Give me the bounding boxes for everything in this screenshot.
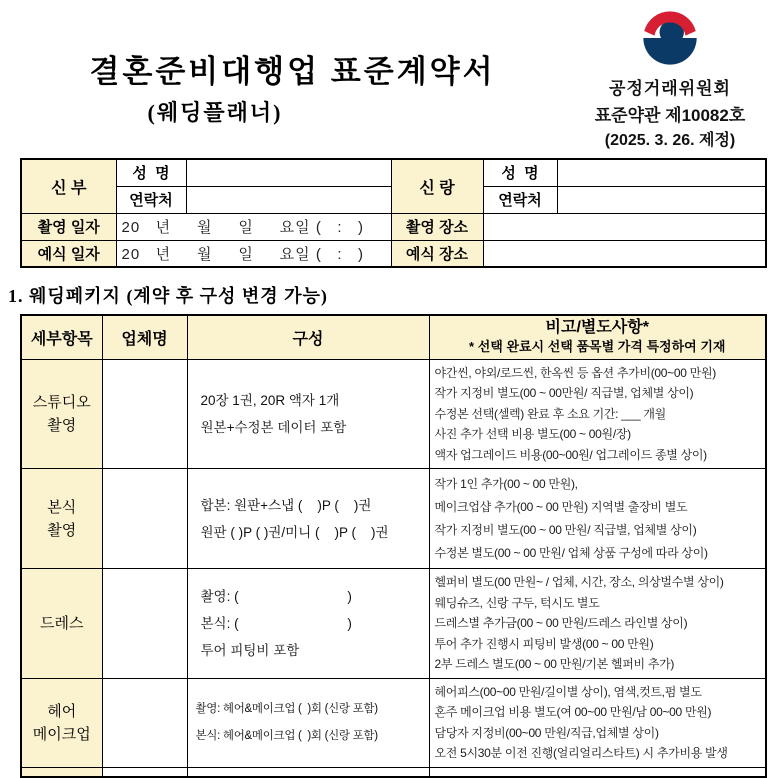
package-item-cell: [21, 469, 102, 569]
package-notes-cell: [429, 359, 766, 469]
note-line: 헬퍼비 별도(00 만원~ / 업체, 시간, 장소, 의상벌수별 상이): [434, 575, 724, 589]
package-item-line: 본식: [47, 498, 77, 516]
package-notes-cell: [429, 569, 766, 679]
page-title: 결혼준비대행업 표준계약서: [89, 54, 496, 89]
note-line: 헤어피스(00~00 만원/길이별 상이), 염색,컷트,펌 별도: [434, 684, 702, 699]
composition-line: 합본: 원판+스냅 ( )P ( )권: [200, 497, 372, 513]
col-header-item: 세부항목: [21, 315, 102, 359]
package-company-cell: [102, 678, 187, 767]
party-info-table: [20, 158, 767, 268]
standard-terms-number: 표준약관 제10082호: [594, 106, 746, 125]
wedding-date-field: 20 년 월 일 요일 ( : ): [116, 240, 391, 267]
package-item-line: 헤어: [47, 702, 77, 720]
note-line: 야간씬, 야외/로드씬, 한옥씬 등 옵션 추가비(00~00 만원): [434, 365, 716, 380]
table-row: [21, 213, 766, 240]
note-line: 사진 추가 선택 비용 별도(00 ~ 00원/장): [434, 427, 631, 441]
package-item-cell: [21, 569, 102, 679]
note-line: 수정본 선택(셀렉) 완료 후 소요 기간: ___ 개월: [434, 406, 666, 421]
package-cell-partial: [102, 767, 187, 777]
groom-contact-label: 연락처: [483, 186, 557, 213]
note-line: 웨딩슈즈, 신랑 구두, 턱시도 별도: [434, 595, 600, 610]
wedding-place-label: 예식 장소: [391, 240, 483, 267]
composition-line: 원본+수정본 데이터 포함: [200, 419, 347, 435]
issuer-name: 공정거래위원회: [609, 79, 731, 98]
note-line: 작가 1인 추가(00 ~ 00 만원),: [434, 476, 578, 491]
package-header-row: [21, 315, 766, 359]
package-item-line: 스튜디오: [32, 393, 91, 411]
bride-label: 신 부: [21, 159, 116, 213]
groom-contact-field: [557, 186, 766, 213]
col-header-company: 업체명: [102, 315, 187, 359]
package-composition-cell: [187, 569, 429, 679]
note-line: 혼주 메이크업 비용 별도(여 00~00 만원/남 00~00 만원): [434, 705, 712, 719]
note-line: 수정본 별도(00 ~ 00 만원/ 업체 상품 구성에 따라 상이): [434, 545, 708, 560]
government-taegeuk-logo-icon: [641, 9, 699, 67]
package-company-cell: [102, 359, 187, 469]
groom-label: 신 랑: [391, 159, 483, 213]
package-row: [21, 469, 766, 569]
note-line: 오전 5시30분 이전 진행(얼리얼리스타트) 시 추가비용 발생: [434, 746, 728, 760]
shoot-place-label: 촬영 장소: [391, 213, 483, 240]
note-line: 작가 지정비 별도(00 ~ 00 만원/ 직급별, 업체별 상이): [434, 522, 697, 537]
package-company-cell: [102, 569, 187, 679]
bride-contact-label: 연락처: [116, 186, 186, 213]
package-notes-cell: [429, 469, 766, 569]
package-company-cell: [102, 469, 187, 569]
notes-header-title: 비고/별도사항*: [545, 319, 649, 337]
composition-line: 투어 피팅비 포함: [200, 642, 300, 658]
groom-name-field: [557, 159, 766, 186]
wedding-date-label: 예식 일자: [21, 240, 116, 267]
wedding-place-field: [483, 240, 766, 267]
note-line: 드레스별 추가금(00 ~ 00 만원/드레스 라인별 상이): [434, 616, 688, 630]
page-subtitle: (웨딩플래너): [147, 100, 283, 125]
section-1-heading: 1. 웨딩페키지 (계약 후 구성 변경 가능): [8, 286, 328, 306]
title-block: [20, 4, 575, 150]
issuer-block: [575, 4, 765, 150]
note-line: 담당자 지정비(00~00 만원/직급,업체별 상이): [434, 725, 659, 740]
package-composition-cell: [187, 678, 429, 767]
package-row: [21, 678, 766, 767]
col-header-notes: [429, 315, 766, 359]
package-cell-partial: [429, 767, 766, 777]
package-item-line: 촬영: [47, 416, 77, 434]
shoot-date-label: 촬영 일자: [21, 213, 116, 240]
composition-line: 본식: ( ): [200, 615, 352, 631]
note-line: 액자 업그레이드 비용(00~00원/ 업그레이드 종별 상이): [434, 447, 707, 462]
composition-line: 촬영: 헤어&메이크업 ( )회 (신랑 포함): [195, 702, 378, 715]
package-item-line: 촬영: [47, 521, 77, 539]
package-table-body: [21, 359, 766, 777]
enactment-date: (2025. 3. 26. 제정): [604, 132, 736, 149]
composition-line: 본식: 헤어&메이크업 ( )회 (신랑 포함): [195, 729, 378, 742]
table-row: [21, 240, 766, 267]
composition-line: 원판 ( )P ( )권/미니 ( )P ( )권: [200, 524, 389, 540]
groom-name-label: 성 명: [483, 159, 557, 186]
package-item-cell: [21, 359, 102, 469]
document-header: [20, 4, 765, 150]
package-row: [21, 359, 766, 469]
package-row-partial: [21, 767, 766, 777]
package-item-line: 메이크업: [32, 725, 91, 743]
package-composition-cell: [187, 359, 429, 469]
shoot-place-field: [483, 213, 766, 240]
table-row: [21, 159, 766, 186]
composition-line: 20장 1권, 20R 액자 1개: [200, 392, 340, 408]
package-cell-partial: [187, 767, 429, 777]
notes-header-subtitle: * 선택 완료시 선택 품목별 가격 특정하여 기재: [469, 339, 726, 355]
note-line: 2부 드레스 별도(00 ~ 00 만원/기본 헬퍼비 추가): [434, 657, 675, 671]
shoot-date-field: 20 년 월 일 요일 ( : ): [116, 213, 391, 240]
wedding-package-table: [20, 314, 767, 778]
package-row: [21, 569, 766, 679]
col-header-composition: 구성: [187, 315, 429, 359]
contract-document: [0, 4, 781, 778]
package-item-cell: [21, 678, 102, 767]
note-line: 메이크업샵 추가(00 ~ 00 만원) 지역별 출장비 별도: [434, 499, 688, 514]
note-line: 투어 추가 진행시 피팅비 발생(00 ~ 00 만원): [434, 636, 654, 651]
bride-name-field: [186, 159, 391, 186]
package-item-line: 드레스: [40, 614, 84, 632]
composition-line: 촬영: ( ): [200, 588, 352, 604]
bride-name-label: 성 명: [116, 159, 186, 186]
package-notes-cell: [429, 678, 766, 767]
package-composition-cell: [187, 469, 429, 569]
note-line: 작가 지정비 별도(00 ~ 00만원/ 직급별, 업체별 상이): [434, 386, 694, 400]
package-cell-partial: [21, 767, 102, 777]
bride-contact-field: [186, 186, 391, 213]
